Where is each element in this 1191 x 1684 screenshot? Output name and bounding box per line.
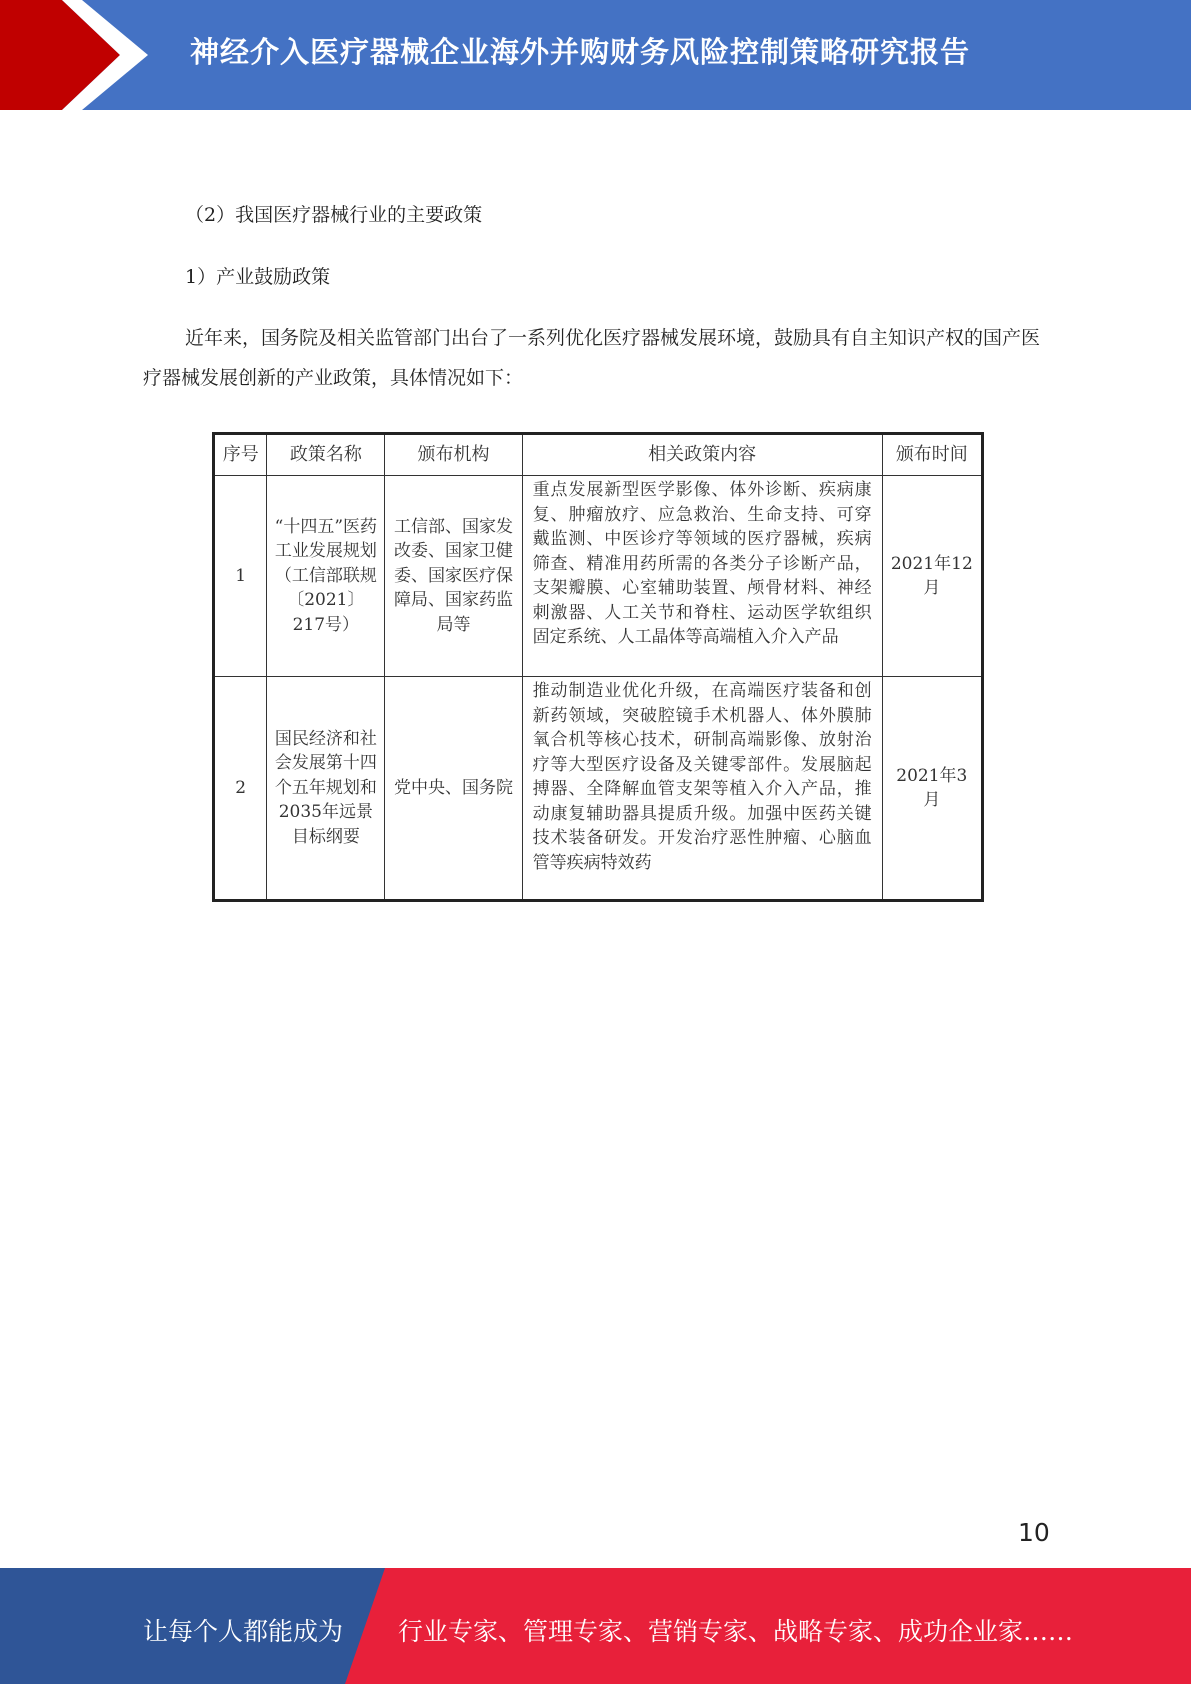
- cell-issue-date: 2021年12月: [882, 476, 982, 677]
- cell-policy-name: 国民经济和社会发展第十四个五年规划和2035年远景目标纲要: [267, 677, 385, 901]
- intro-paragraph: 近年来，国务院及相关监管部门出台了一系列优化医疗器械发展环境，鼓励具有自主知识产权的国产医疗器械发展创新的产业政策，具体情况如下：: [143, 327, 1041, 389]
- cell-issue-date: 2021年3月: [882, 677, 982, 901]
- report-title: 神经介入医疗器械企业海外并购财务风险控制策略研究报告: [190, 35, 971, 69]
- page-footer: [0, 1568, 1191, 1684]
- footer-slogan-left: 让每个人都能成为: [143, 1617, 344, 1646]
- table-row: [214, 476, 983, 677]
- table-header-row: [214, 434, 983, 476]
- section-heading: （2）我国医疗器械行业的主要政策: [185, 204, 483, 226]
- cell-index: 1: [214, 476, 267, 677]
- cell-issuing-body: 党中央、国务院: [385, 677, 522, 901]
- table-row: [214, 677, 983, 901]
- cell-issuing-body: 工信部、国家发改委、国家卫健委、国家医疗保障局、国家药监局等: [385, 476, 522, 677]
- cell-policy-name: “十四五”医药工业发展规划（工信部联规〔2021〕217号）: [267, 476, 385, 677]
- header-issue-date: 颁布时间: [882, 434, 982, 476]
- cell-policy-content: 重点发展新型医学影像、体外诊断、疾病康复、肿瘤放疗、应急救治、生命支持、可穿戴监测、中医诊疗等领域的医疗器械，疾病筛查、精准用药所需的各类分子诊断产品，支架瓣膜、心室辅助装置、颅骨材料、神经刺激器、人工关节和脊柱、运动医学软组织固定系统、人工晶体等高端植入介入产品: [522, 476, 882, 677]
- policy-table: [212, 432, 984, 902]
- cell-policy-content: 推动制造业优化升级，在高端医疗装备和创新药领域，突破腔镜手术机器人、体外膜肺氧合机等核心技术，研制高端影像、放射治疗等大型医疗设备及关键零部件。发展脑起搏器、全降解血管支架等植入介入产品，推动康复辅助器具提质升级。加强中医药关键技术装备研发。开发治疗恶性肿瘤、心脑血管等疾病特效药: [522, 677, 882, 901]
- page-number: 10: [1018, 1518, 1050, 1547]
- header-policy-content: 相关政策内容: [522, 434, 882, 476]
- page-header: [0, 0, 1191, 110]
- header-policy-name: 政策名称: [267, 434, 385, 476]
- sub-heading: 1）产业鼓励政策: [185, 266, 331, 288]
- header-index: 序号: [214, 434, 267, 476]
- cell-index: 2: [214, 677, 267, 901]
- footer-slogan-right: 行业专家、管理专家、营销专家、战略专家、成功企业家……: [398, 1617, 1074, 1646]
- header-issuing-body: 颁布机构: [385, 434, 522, 476]
